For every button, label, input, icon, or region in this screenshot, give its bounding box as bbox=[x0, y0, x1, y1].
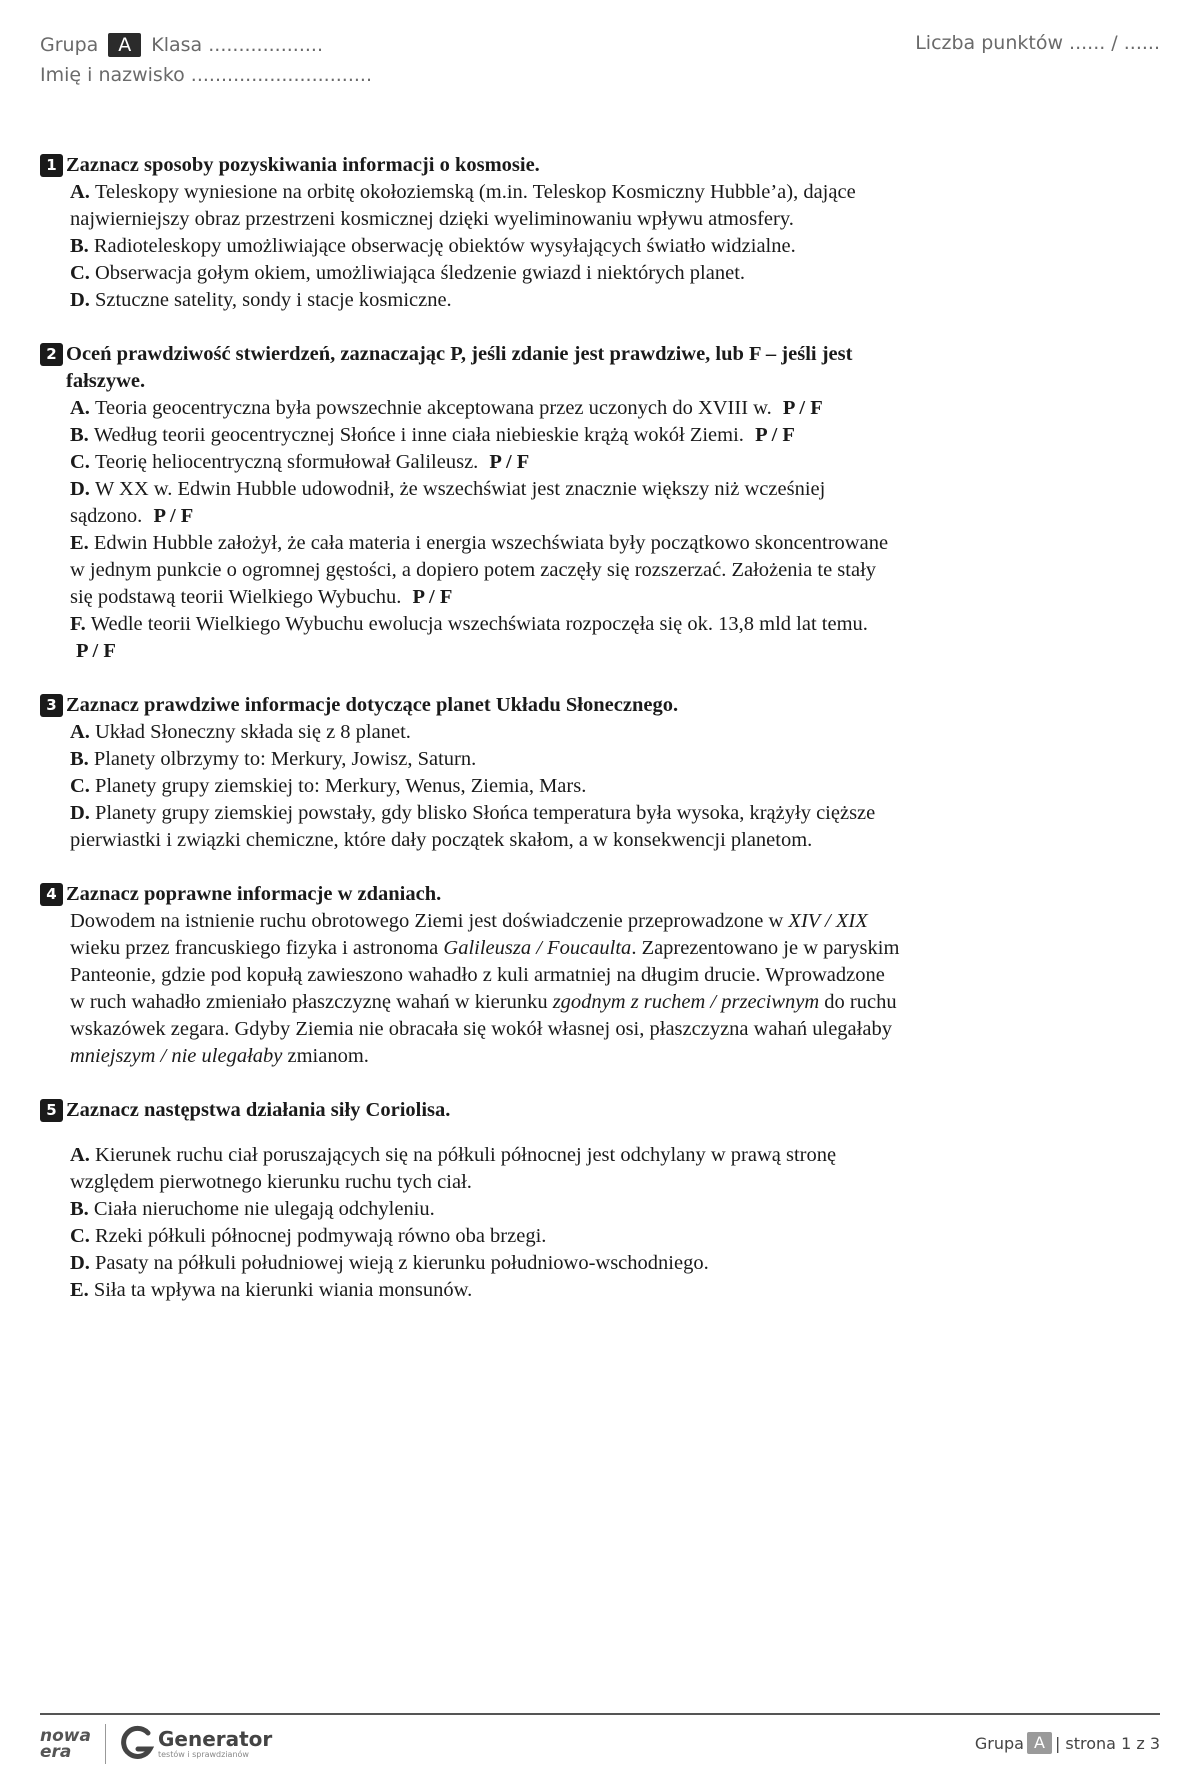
logo-separator bbox=[105, 1724, 106, 1764]
name-field: Imię i nazwisko .............................. bbox=[40, 64, 372, 86]
option-text: Ciała nieruchome nie ulegają odchyleniu. bbox=[93, 1198, 435, 1220]
task-header bbox=[40, 152, 900, 179]
statement-a bbox=[70, 395, 900, 422]
option-letter: B. bbox=[70, 1198, 89, 1220]
true-false-choice[interactable]: P / F bbox=[76, 640, 116, 662]
statement-b bbox=[70, 422, 900, 449]
paragraph-text: zmianom. bbox=[282, 1045, 369, 1067]
statement-text: Edwin Hubble założył, że cała materia i energia wszechświata były początkowo skoncentrowane w jednym punkcie o ogromnej gęstości, a dopiero potem zaczęły się rozszerzać. Założenia te stały się podstawą teorii Wielkiego Wybuchu. bbox=[70, 532, 889, 608]
statement-letter: A. bbox=[70, 397, 90, 419]
statement-text: Wedle teorii Wielkiego Wybuchu ewolucja wszechświata rozpoczęła się ok. 13,8 mld lat temu. bbox=[90, 613, 868, 635]
choice-direction[interactable]: zgodnym z ruchem / przeciwnym bbox=[552, 991, 820, 1013]
task-number-badge: 2 bbox=[40, 343, 63, 366]
class-field: Klasa ................... bbox=[151, 34, 323, 56]
paragraph-text: wieku przez francuskiego fizyka i astronoma bbox=[70, 937, 444, 959]
option-c[interactable] bbox=[70, 260, 900, 287]
statement-c bbox=[70, 449, 900, 476]
generator-logo-text bbox=[158, 1728, 272, 1760]
choice-change[interactable]: mniejszym / nie ulegałaby bbox=[70, 1045, 283, 1067]
option-a[interactable] bbox=[70, 179, 900, 233]
footer-group-badge: A bbox=[1027, 1732, 1052, 1754]
option-letter: D. bbox=[70, 1252, 90, 1274]
task-title: Zaznacz prawdziwe informacje dotyczące planet Układu Słonecznego. bbox=[66, 694, 679, 716]
option-a[interactable] bbox=[70, 1142, 900, 1196]
statement-f bbox=[70, 611, 900, 665]
option-text: Siła ta wpływa na kierunki wiania monsunów. bbox=[93, 1279, 473, 1301]
task-2 bbox=[40, 341, 900, 665]
task-title: Oceń prawdziwość stwierdzeń, zaznaczając P, jeśli zdanie jest prawdziwe, lub F – jeśli jest fałszywe. bbox=[66, 343, 853, 392]
statement-text: W XX w. Edwin Hubble udowodnił, że wszechświat jest znacznie większy niż wcześniej sądzono. bbox=[70, 478, 826, 527]
nowa-era-logo bbox=[40, 1728, 91, 1760]
option-d[interactable] bbox=[70, 800, 900, 854]
option-letter: E. bbox=[70, 1279, 89, 1301]
option-text: Teleskopy wyniesione na orbitę okołoziemską (m.in. Teleskop Kosmiczny Hubble’a), dające najwierniejszy obraz przestrzeni kosmicznej dzięki wyeliminowaniu wpływu atmosfery. bbox=[70, 181, 856, 230]
task-header bbox=[40, 1097, 900, 1124]
paragraph-text: do ruchu wskazówek zegara. Gdyby Ziemia nie obracała się wokół własnej osi, płaszczyzna wahań ulegałaby bbox=[70, 991, 897, 1040]
statement-e bbox=[70, 530, 900, 611]
task-number-badge: 1 bbox=[40, 154, 63, 177]
option-b[interactable] bbox=[70, 746, 900, 773]
group-class-row bbox=[40, 32, 372, 58]
option-text: Planety grupy ziemskiej to: Merkury, Wenus, Ziemia, Mars. bbox=[94, 775, 587, 797]
group-label: Grupa bbox=[40, 34, 99, 56]
true-false-choice[interactable]: P / F bbox=[489, 451, 530, 473]
option-letter: B. bbox=[70, 235, 89, 257]
publisher-logo bbox=[40, 1722, 272, 1766]
generator-g-icon bbox=[120, 1725, 154, 1763]
option-text: Planety olbrzymy to: Merkury, Jowisz, Saturn. bbox=[93, 748, 477, 770]
option-d[interactable] bbox=[70, 1250, 900, 1277]
points-label: Liczba punktów ...... / ...... bbox=[915, 32, 1160, 54]
option-b[interactable] bbox=[70, 233, 900, 260]
choice-scientist[interactable]: Galileusza / Foucaulta bbox=[443, 937, 632, 959]
option-text: Planety grupy ziemskiej powstały, gdy blisko Słońca temperatura była wysoka, krążyły cięższe pierwiastki i związki chemiczne, które dały początek skałom, a w konsekwencji planetom. bbox=[70, 802, 876, 851]
option-letter: B. bbox=[70, 748, 89, 770]
task-header bbox=[40, 881, 900, 908]
task-options bbox=[40, 179, 900, 314]
statement-text: Teorię heliocentryczną sformułował Galileusz. bbox=[94, 451, 479, 473]
task-list bbox=[40, 152, 900, 1331]
option-letter: A. bbox=[70, 1144, 90, 1166]
worksheet-header-left bbox=[40, 32, 372, 92]
option-text: Obserwacja gołym okiem, umożliwiająca śledzenie gwiazd i niektórych planet. bbox=[94, 262, 746, 284]
page-indicator bbox=[975, 1732, 1160, 1754]
task-options bbox=[40, 719, 900, 854]
task-title: Zaznacz poprawne informacje w zdaniach. bbox=[66, 883, 442, 905]
task-statements bbox=[40, 395, 900, 665]
page-number-text: | strona 1 z 3 bbox=[1054, 1733, 1160, 1753]
option-text: Kierunek ruchu ciał poruszających się na półkuli północnej jest odchylany w prawą stronę względem pierwotnego kierunku ruchu tych ciał. bbox=[70, 1144, 837, 1193]
task-title: Zaznacz następstwa działania siły Coriolisa. bbox=[66, 1099, 451, 1121]
points-field bbox=[915, 32, 1160, 54]
option-a[interactable] bbox=[70, 719, 900, 746]
footer-divider bbox=[40, 1713, 1160, 1715]
task-number-badge: 5 bbox=[40, 1099, 63, 1122]
task-5 bbox=[40, 1097, 900, 1304]
statement-letter: F. bbox=[70, 613, 86, 635]
option-letter: A. bbox=[70, 721, 90, 743]
true-false-choice[interactable]: P / F bbox=[755, 424, 795, 446]
task-header bbox=[40, 692, 900, 719]
task-options bbox=[40, 1142, 900, 1304]
footer-group-label: Grupa bbox=[974, 1733, 1024, 1753]
group-badge: A bbox=[108, 33, 141, 57]
option-c[interactable] bbox=[70, 1223, 900, 1250]
paragraph-text: . Zaprezentowano je w paryskim Panteonie, gdzie pod kopułą zawieszono wahadło z kuli armatniej na długim drucie. Wprowadzone w ruch wahadło zmieniało płaszczyznę wahań w kierunku bbox=[70, 937, 900, 1013]
task-paragraph bbox=[40, 908, 900, 1070]
statement-letter: D. bbox=[70, 478, 90, 500]
logo-text-top: nowa bbox=[40, 1726, 91, 1746]
task-title: Zaznacz sposoby pozyskiwania informacji o kosmosie. bbox=[66, 154, 540, 176]
task-number-badge: 3 bbox=[40, 694, 63, 717]
option-text: Pasaty na półkuli południowej wieją z kierunku południowo-wschodniego. bbox=[94, 1252, 709, 1274]
option-e[interactable] bbox=[70, 1277, 900, 1304]
statement-text: Teoria geocentryczna była powszechnie akceptowana przez uczonych do XVIII w. bbox=[94, 397, 772, 419]
task-3 bbox=[40, 692, 900, 854]
statement-text: Według teorii geocentrycznej Słońce i inne ciała niebieskie krążą wokół Ziemi. bbox=[93, 424, 744, 446]
option-b[interactable] bbox=[70, 1196, 900, 1223]
logo-text-bottom: era bbox=[40, 1742, 72, 1762]
choice-century[interactable]: XIV / XIX bbox=[788, 910, 868, 932]
option-letter: D. bbox=[70, 289, 90, 311]
generator-name: Generator bbox=[157, 1727, 273, 1751]
option-text: Sztuczne satelity, sondy i stacje kosmiczne. bbox=[94, 289, 452, 311]
page-footer bbox=[40, 1722, 1160, 1766]
option-text: Układ Słoneczny składa się z 8 planet. bbox=[94, 721, 411, 743]
task-header bbox=[40, 341, 900, 395]
paragraph-text: Dowodem na istnienie ruchu obrotowego Ziemi jest doświadczenie przeprowadzone w bbox=[70, 910, 789, 932]
option-text: Rzeki półkuli północnej podmywają równo oba brzegi. bbox=[94, 1225, 547, 1247]
true-false-choice[interactable]: P / F bbox=[153, 505, 194, 527]
option-letter: A. bbox=[70, 181, 90, 203]
option-d[interactable] bbox=[70, 287, 900, 314]
option-letter: C. bbox=[70, 262, 90, 284]
option-letter: C. bbox=[70, 775, 90, 797]
true-false-choice[interactable]: P / F bbox=[412, 586, 453, 608]
true-false-choice[interactable]: P / F bbox=[782, 397, 823, 419]
task-1 bbox=[40, 152, 900, 314]
task-number-badge: 4 bbox=[40, 883, 63, 906]
spacer bbox=[40, 1124, 900, 1142]
statement-d bbox=[70, 476, 900, 530]
generator-tagline: testów i sprawdzianów bbox=[157, 1750, 249, 1759]
option-c[interactable] bbox=[70, 773, 900, 800]
option-letter: C. bbox=[70, 1225, 90, 1247]
statement-letter: C. bbox=[70, 451, 90, 473]
name-row bbox=[40, 62, 372, 88]
option-text: Radioteleskopy umożliwiające obserwację obiektów wysyłających światło widzialne. bbox=[93, 235, 796, 257]
statement-letter: B. bbox=[70, 424, 89, 446]
task-4 bbox=[40, 881, 900, 1070]
statement-letter: E. bbox=[70, 532, 89, 554]
option-letter: D. bbox=[70, 802, 90, 824]
